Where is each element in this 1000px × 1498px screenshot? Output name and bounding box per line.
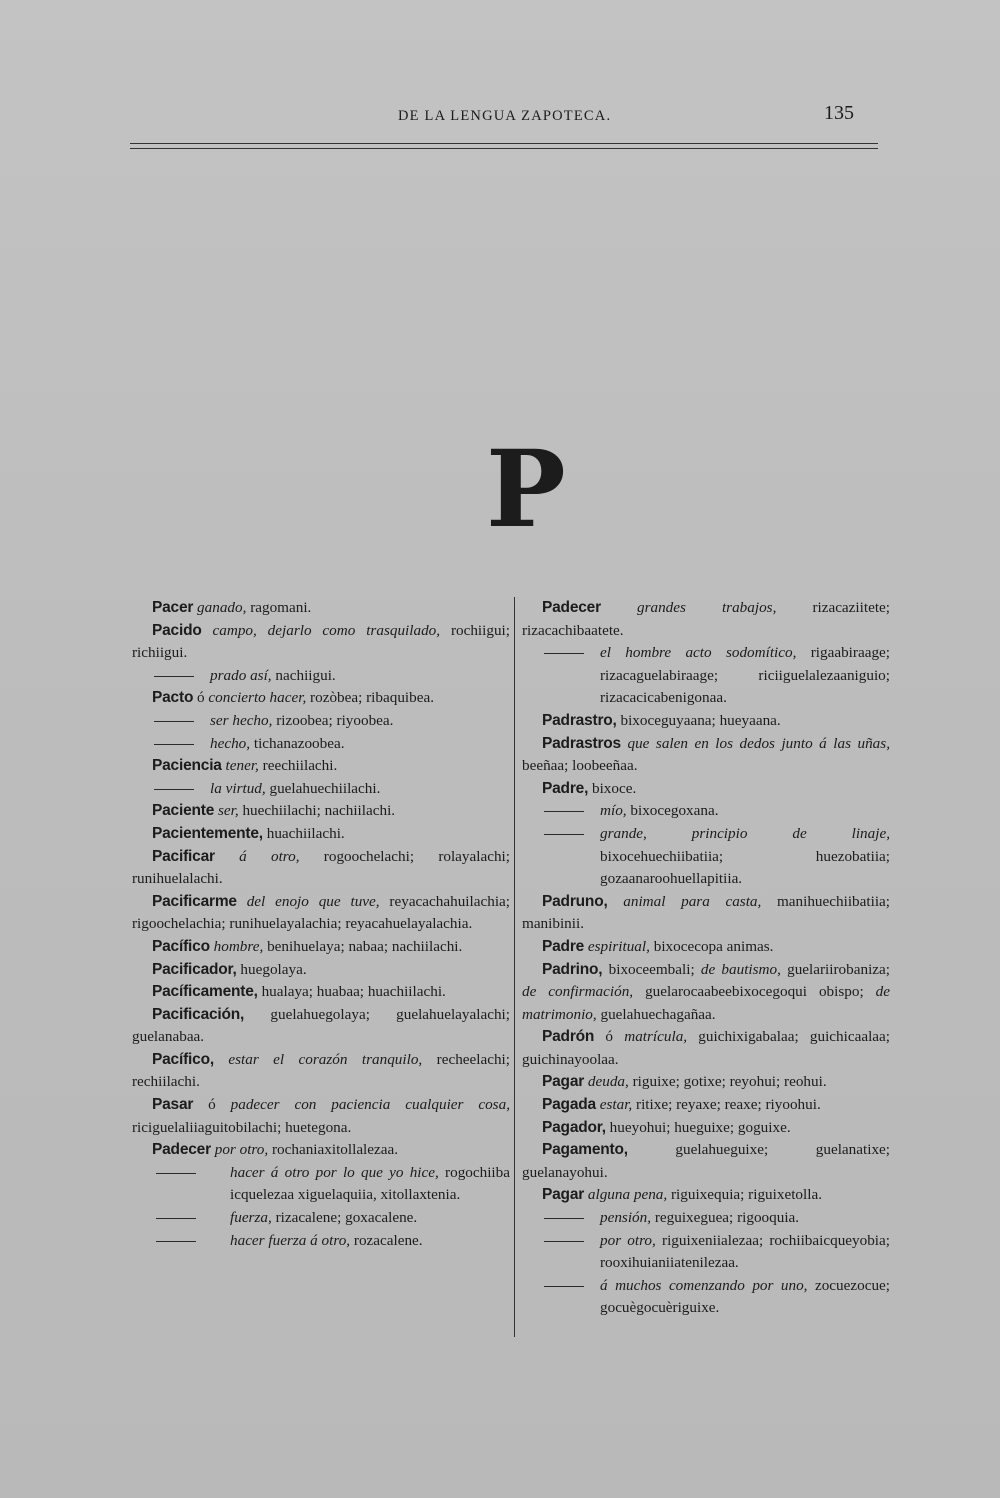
- dictionary-entry: [522, 1094, 890, 1117]
- entry-translation: rozòbea; ribaquibea.: [306, 689, 435, 707]
- entry-translation: manihuechiibatiia; manibinii.: [522, 892, 890, 933]
- entry-gloss: á muchos comenzando por uno,: [600, 1276, 808, 1294]
- entry-gloss: la virtud,: [210, 779, 266, 797]
- entry-headword: Padecer: [542, 599, 601, 616]
- entry-headword: Pacificar: [152, 847, 215, 865]
- entry-headword: Paciencia: [152, 757, 222, 775]
- entry-headword: Padre,: [542, 779, 589, 797]
- entry-translation: rogoochelachi; rolayalachi; runihuelalachi.: [132, 847, 510, 888]
- entry-headword: Pacido: [152, 621, 202, 639]
- dictionary-subentry: [132, 1230, 510, 1253]
- entry-gloss: matrícula,: [624, 1028, 688, 1046]
- entry-translation: guichixigabalaa; guichicaalaa; guichinayoolaa.: [522, 1028, 890, 1068]
- dictionary-subentry: [132, 1207, 510, 1230]
- entry-translation: rizoobea; riyoobea.: [272, 711, 394, 729]
- entry-headword: Pacificación,: [152, 1005, 245, 1023]
- entry-translation: recheelachi; rechiilachi.: [132, 1050, 510, 1091]
- dictionary-entry: [132, 755, 510, 778]
- entry-gloss: tener,: [225, 757, 259, 775]
- dictionary-entry: [132, 687, 510, 710]
- entry-translation: ritixe; reyaxe; reaxe; riyoohui.: [632, 1096, 821, 1114]
- entry-gloss: prado así,: [210, 666, 272, 684]
- entry-gloss: por otro,: [214, 1141, 269, 1159]
- entry-gloss: padecer con paciencia cualquier cosa,: [230, 1096, 510, 1114]
- entry-translation: rochaniaxitollalezaa.: [268, 1141, 399, 1159]
- entry-translation: guelariirobaniza;: [780, 960, 890, 978]
- dictionary-subentry: [522, 1275, 890, 1320]
- entry-gloss: concierto hacer,: [208, 689, 307, 707]
- entry-translation: huechiilachi; nachiilachi.: [238, 802, 396, 820]
- dictionary-subentry: [522, 823, 890, 891]
- dictionary-entry: [132, 1139, 510, 1162]
- entry-translation: rigaabiraage; rizacaguelabiraage; riciiguelalezaaniguio; rizacacicabenigonaa.: [600, 644, 890, 707]
- entry-gloss: ganado,: [197, 599, 247, 616]
- dictionary-subentry: [522, 642, 890, 710]
- entry-headword: Padre: [542, 937, 585, 955]
- entry-translation: rizacaziitete; rizacachibaatete.: [522, 599, 890, 639]
- page-header: [130, 102, 878, 132]
- entry-translation: riciguelaliiaguitobilachi; huetegona.: [132, 1118, 352, 1136]
- dictionary-entry: [522, 1139, 890, 1184]
- entry-headword: Pagar: [542, 1073, 585, 1091]
- entry-gloss: animal para casta,: [623, 892, 762, 910]
- entry-headword: Pacto: [152, 689, 194, 707]
- dictionary-subentry: [522, 1230, 890, 1275]
- entry-translation: guelahuechiilachi.: [265, 779, 381, 797]
- dictionary-subentry: [132, 778, 510, 801]
- entry-connector: ó: [193, 689, 209, 707]
- entry-headword: Pacificador,: [152, 960, 237, 978]
- dictionary-entry: [132, 891, 510, 936]
- entry-gloss: fuerza,: [230, 1209, 272, 1227]
- dictionary-entry: [132, 1094, 510, 1139]
- entry-headword: Paciente: [152, 802, 215, 820]
- dictionary-entry: [132, 981, 510, 1004]
- entry-gloss: deuda,: [587, 1073, 629, 1091]
- entry-translation: hualaya; huabaa; huachiilachi.: [257, 983, 446, 1001]
- dictionary-entry: [522, 710, 890, 733]
- entry-translation: bixocegoxana.: [626, 802, 719, 820]
- section-letter: P: [486, 426, 566, 551]
- dictionary-entry: [522, 1117, 890, 1140]
- entry-headword: Padrastro,: [542, 711, 617, 729]
- dictionary-entry: [522, 891, 890, 936]
- column-divider: [514, 597, 515, 1337]
- page-number: 135: [824, 102, 854, 124]
- left-column: [132, 597, 510, 1252]
- entry-translation: rochiigui; richiigui.: [132, 621, 510, 662]
- entry-gloss: hacer á otro por lo que yo hice,: [230, 1163, 439, 1181]
- dictionary-entry: [522, 778, 890, 801]
- entry-translation: reguixeguea; rigooquia.: [651, 1209, 800, 1227]
- dictionary-entry: [132, 1049, 510, 1094]
- entry-connector: ó: [193, 1096, 231, 1114]
- entry-headword: Padecer: [152, 1141, 211, 1159]
- entry-translation: riguixeniialezaa; rochiibaicqueyobia; rooxihuianiiatenilezaa.: [600, 1231, 890, 1272]
- entry-translation: guelahuechagañaa.: [596, 1005, 716, 1023]
- entry-translation: beeñaa; loobeeñaa.: [522, 757, 638, 775]
- entry-translation: guelarocaabeebixocegoqui obispo;: [633, 983, 876, 1001]
- entry-gloss: por otro,: [600, 1231, 656, 1249]
- entry-translation: bixocehuechiibatiia; huezobatiia; gozaanaroohuellapitiia.: [600, 847, 890, 888]
- entry-translation: guelahueguixe; guelanatixe; guelanayohui.: [522, 1141, 890, 1181]
- entry-gloss: campo, dejarlo como trasquilado,: [212, 621, 441, 639]
- entry-gloss: á otro,: [239, 847, 300, 865]
- entry-translation: rogochiiba icquelezaa xiguelaquiia, xitollaxtenia.: [230, 1163, 510, 1204]
- dictionary-entry: [522, 733, 890, 778]
- entry-headword: Padrastros: [542, 734, 621, 752]
- entry-translation: bixoce.: [588, 779, 637, 797]
- dictionary-subentry: [132, 733, 510, 756]
- entry-gloss: mío,: [600, 802, 627, 820]
- dictionary-subentry: [132, 710, 510, 733]
- entry-translation: bixoceguyaana; hueyaana.: [616, 711, 781, 729]
- entry-translation: reyacachahuilachia; rigoochelachia; runihuelayalachia; reyacahuelayalachia.: [132, 892, 511, 933]
- entry-gloss: ser hecho,: [210, 711, 273, 729]
- dictionary-subentry: [132, 665, 510, 688]
- dictionary-entry: [132, 959, 510, 982]
- dictionary-entry: [522, 1071, 890, 1094]
- entry-gloss: hecho,: [210, 734, 251, 752]
- entry-gloss: hombre,: [213, 937, 264, 955]
- entry-headword: Pacífico,: [152, 1050, 214, 1068]
- entry-gloss: ser,: [217, 802, 239, 820]
- entry-translation: huegolaya.: [236, 960, 307, 978]
- entry-translation: ragomani.: [246, 599, 312, 616]
- dictionary-subentry: [522, 800, 890, 823]
- entry-headword: Pacífico: [152, 937, 210, 955]
- entry-translation: rozacalene.: [350, 1231, 423, 1249]
- entry-translation: hueyohui; hueguixe; goguixe.: [605, 1118, 791, 1136]
- entry-translation: tichanazoobea.: [250, 734, 345, 752]
- entry-headword: Pasar: [152, 1096, 194, 1114]
- entry-translation: nachiigui.: [271, 666, 336, 684]
- header-rule-bottom: [130, 148, 878, 149]
- entry-gloss: estar el corazón tranquilo,: [228, 1050, 423, 1068]
- entry-headword: Pagada: [542, 1096, 596, 1114]
- entry-headword: Pagador,: [542, 1118, 606, 1136]
- entry-gloss: que salen en los dedos junto á las uñas,: [627, 734, 890, 752]
- running-title: DE LA LENGUA ZAPOTECA.: [398, 108, 612, 124]
- entry-translation: rizacalene; goxacalene.: [271, 1209, 418, 1227]
- entry-gloss: grandes trabajos,: [636, 599, 777, 616]
- entry-headword: Pacientemente,: [152, 824, 263, 842]
- entry-headword: Pacificarme: [152, 892, 237, 910]
- entry-gloss: de bautismo,: [700, 960, 781, 978]
- entry-gloss: grande, principio de linaje,: [600, 824, 890, 842]
- entry-connector: ó: [594, 1028, 625, 1046]
- entry-translation: bixoceembali;: [602, 960, 701, 978]
- entry-gloss: pensión,: [600, 1209, 652, 1227]
- entry-translation: guelahuegolaya; guelahuelayalachi; guelanabaa.: [132, 1005, 510, 1046]
- entry-translation: riguixequia; riguixetolla.: [667, 1186, 822, 1204]
- dictionary-entry: [522, 1184, 890, 1207]
- entry-headword: Pacer: [152, 599, 194, 616]
- dictionary-entry: [522, 597, 890, 642]
- entry-gloss: de matrimonio,: [522, 983, 890, 1023]
- entry-translation: reechiilachi.: [258, 757, 338, 775]
- dictionary-entry: [132, 800, 510, 823]
- dictionary-entry: [522, 936, 890, 959]
- entry-gloss: de confirmación,: [522, 983, 634, 1001]
- entry-headword: Padruno,: [542, 892, 608, 910]
- entry-headword: Pagar: [542, 1186, 585, 1204]
- dictionary-entry: [132, 1004, 510, 1049]
- entry-headword: Pagamento,: [542, 1141, 628, 1159]
- entry-translation: huachiilachi.: [262, 824, 345, 842]
- entry-translation: riguixe; gotixe; reyohui; reohui.: [628, 1073, 827, 1091]
- entry-translation: bixocecopa animas.: [649, 937, 774, 955]
- entry-gloss: espiritual,: [587, 937, 650, 955]
- entry-headword: Padrón: [542, 1028, 595, 1046]
- entry-gloss: alguna pena,: [587, 1186, 668, 1204]
- dictionary-entry: [132, 620, 510, 665]
- entry-gloss: del enojo que tuve,: [246, 892, 380, 910]
- header-rule-top: [130, 143, 878, 144]
- entry-headword: Padrino,: [542, 960, 603, 978]
- entry-translation: benihuelaya; nabaa; nachiilachi.: [263, 937, 463, 955]
- dictionary-entry: [522, 1026, 890, 1071]
- entry-gloss: el hombre acto sodomítico,: [600, 644, 797, 662]
- dictionary-entry: [522, 959, 890, 1027]
- dictionary-subentry: [132, 1162, 510, 1207]
- entry-gloss: hacer fuerza á otro,: [230, 1231, 351, 1249]
- dictionary-entry: [132, 597, 510, 620]
- entry-headword: Pacíficamente,: [152, 983, 258, 1001]
- dictionary-entry: [132, 823, 510, 846]
- dictionary-subentry: [522, 1207, 890, 1230]
- entry-translation: zocuezocue; gocuègocuèriguixe.: [600, 1276, 890, 1317]
- right-column: [522, 597, 890, 1320]
- entry-gloss: estar,: [599, 1096, 633, 1114]
- dictionary-entry: [132, 936, 510, 959]
- dictionary-entry: [132, 846, 510, 891]
